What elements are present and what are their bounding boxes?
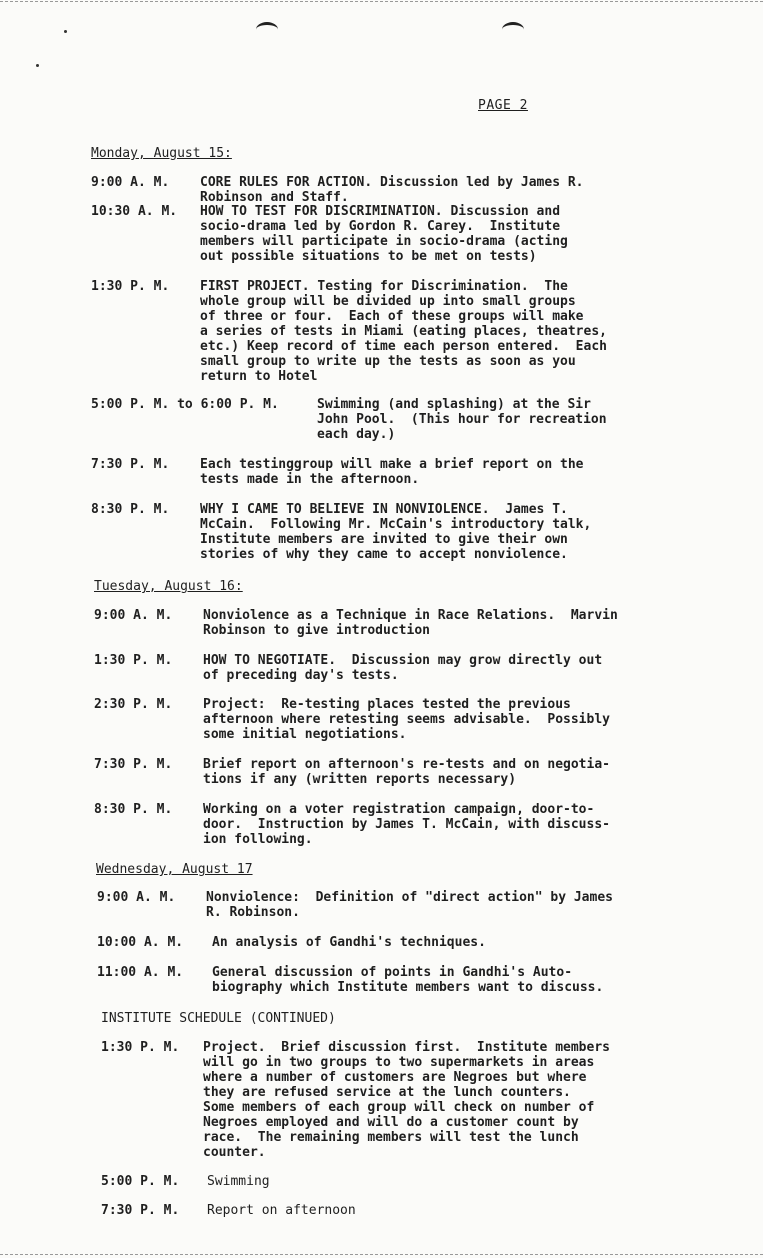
entry-description: FIRST PROJECT. Testing for Discrimination. The whole group will be divided up into small groups of three or four. Each of these groups will make a series of tests in Miami (eating places, theatres, etc.) Keep record of time each person entered. Each small group to write up the tests as soon as you return to Hotel — [200, 279, 607, 384]
day-heading-monday: Monday, August 15: — [91, 146, 232, 161]
scan-speck — [64, 30, 67, 33]
bottom-edge — [0, 1254, 763, 1255]
entry-time: 10:30 A. M. — [91, 204, 178, 219]
entry-description: HOW TO NEGOTIATE. Discussion may grow directly out of preceding day's tests. — [203, 653, 603, 683]
entry-time: 8:30 P. M. — [94, 802, 173, 817]
entry-time: 5:00 P. M. — [101, 1174, 180, 1189]
entry-description: Project: Re-testing places tested the previous afternoon where retesting seems advisable. Possibly some initial negotiations. — [203, 697, 610, 742]
entry-time: 1:30 P. M. — [101, 1040, 180, 1055]
entry-time: 9:00 A. M. — [97, 890, 176, 905]
entry-time: 9:00 A. M. — [94, 608, 173, 623]
day-heading-tuesday: Tuesday, August 16: — [94, 579, 243, 594]
entry-time: 9:00 A. M. — [91, 175, 170, 190]
entry-time: 2:30 P. M. — [94, 697, 173, 712]
entry-time: 11:00 A. M. — [97, 965, 184, 980]
entry-time: 7:30 P. M. — [91, 457, 170, 472]
entry-description: WHY I CAME TO BELIEVE IN NONVIOLENCE. James T. McCain. Following Mr. McCain's introductory talk, Institute members are invited to give their own stories of why they came to accept nonviolence. — [200, 502, 592, 562]
entry-description: Nonviolence: Definition of "direct action" by James R. Robinson. — [206, 890, 613, 920]
entry-description: Swimming (and splashing) at the Sir John Pool. (This hour for recreation each day.) — [317, 397, 607, 442]
entry-time: 5:00 P. M. to 6:00 P. M. — [91, 397, 279, 412]
entry-description: Report on afternoon — [207, 1203, 356, 1218]
entry-time: 10:00 A. M. — [97, 935, 184, 950]
entry-time: 1:30 P. M. — [94, 653, 173, 668]
entry-description: Brief report on afternoon's re-tests and on negotia- tions if any (written reports necessary) — [203, 757, 610, 787]
entry-description: CORE RULES FOR ACTION. Discussion led by James R. Robinson and Staff. — [200, 175, 584, 205]
entry-description: Working on a voter registration campaign, door-to- door. Instruction by James T. McCain, with discuss- ion following. — [203, 802, 610, 847]
entry-description: HOW TO TEST FOR DISCRIMINATION. Discussion and socio-drama led by Gordon R. Carey. Institute members will participate in socio-drama (acting out possible situations to be met on tests) — [200, 204, 568, 264]
entry-time: 7:30 P. M. — [94, 757, 173, 772]
entry-description: Nonviolence as a Technique in Race Relations. Marvin Robinson to give introduction — [203, 608, 618, 638]
entry-time: 8:30 P. M. — [91, 502, 170, 517]
entry-description: General discussion of points in Gandhi's Auto- biography which Institute members want to discuss. — [212, 965, 604, 995]
scan-speck — [36, 64, 39, 67]
entry-description: Project. Brief discussion first. Institute members will go in two groups to two supermarkets in areas where a number of customers are Negroes but where they are refused service at the lunch counters. Some members of each group will check on number of Negroes employed and will do a customer count by race. The remaining members will test the lunch counter. — [203, 1040, 610, 1160]
top-edge — [0, 1, 763, 2]
punch-hole-mark-left — [256, 22, 278, 37]
entry-time: 1:30 P. M. — [91, 279, 170, 294]
page-number: PAGE 2 — [478, 98, 528, 113]
day-heading-wednesday: Wednesday, August 17 — [96, 862, 253, 877]
entry-description: Swimming — [207, 1174, 270, 1189]
entry-time: 7:30 P. M. — [101, 1203, 180, 1218]
entry-description: An analysis of Gandhi's techniques. — [212, 935, 486, 950]
entry-description: Each testinggroup will make a brief report on the tests made in the afternoon. — [200, 457, 584, 487]
punch-hole-mark-right — [502, 22, 524, 37]
continued-heading: INSTITUTE SCHEDULE (CONTINUED) — [101, 1011, 336, 1026]
